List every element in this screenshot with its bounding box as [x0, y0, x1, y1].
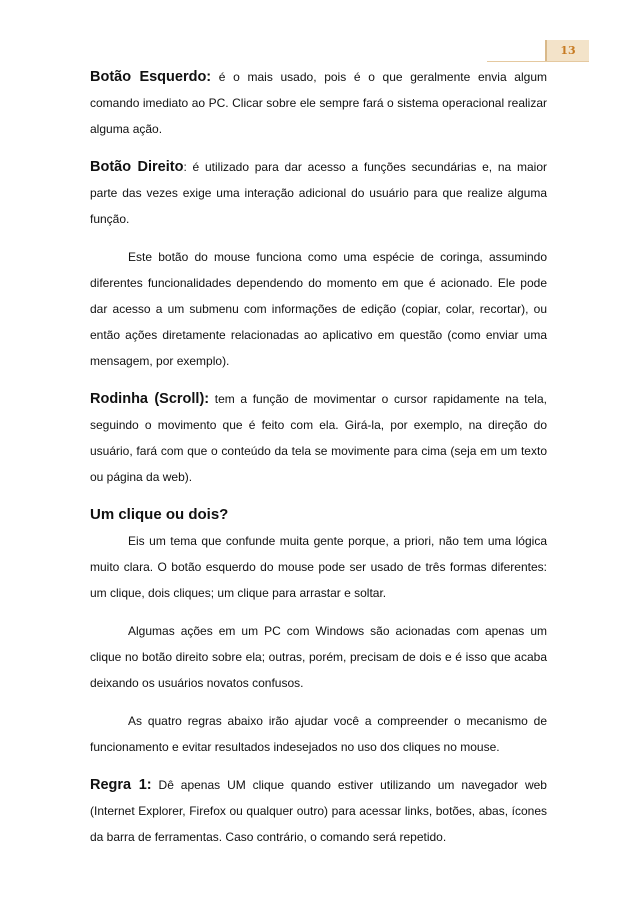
paragraph-regra-1: [90, 772, 547, 850]
paragraph-rodinha: [90, 386, 547, 490]
paragraph-botao-direito: [90, 154, 547, 232]
text-regra-1: Dê apenas UM clique quando estiver utilizando um navegador web (Internet Explorer, Firefox ou qualquer outro) para acessar links, botões, abas, ícones da barra de ferramentas. Caso contrário, o comando será repetido.: [90, 778, 547, 844]
paragraph-clique-3: As quatro regras abaixo irão ajudar você a compreender o mecanismo de funcionamento e evitar resultados indesejados no uso dos cliques no mouse.: [90, 714, 547, 754]
term-regra-1: Regra 1:: [90, 777, 152, 793]
term-botao-esquerdo: Botão Esquerdo:: [90, 69, 212, 85]
text-rodinha: tem a função de movimentar o cursor rapidamente na tela, seguindo o movimento que é feito com ela. Girá-la, por exemplo, na direção do usuário, fará com que o conteúdo da tela se movimente para cima (seja em um texto ou página da web).: [90, 392, 547, 484]
paragraph-clique-1: Eis um tema que confunde muita gente porque, a priori, não tem uma lógica muito clara. O botão esquerdo do mouse pode ser usado de três formas diferentes: um clique, dois cliques; um clique para arrastar e soltar.: [90, 534, 547, 600]
page-content: [90, 64, 547, 862]
section-heading-clique: Um clique ou dois?: [90, 506, 229, 523]
page-number: 13: [560, 44, 576, 57]
term-rodinha: Rodinha (Scroll):: [90, 391, 210, 407]
paragraph-coringa: Este botão do mouse funciona como uma espécie de coringa, assumindo diferentes funcionalidades dependendo do momento em que é acionado. Ele pode dar acesso a um submenu com informações de edição (copiar, colar, recortar), ou então ações diretamente relacionadas ao aplicativo em questão (como enviar uma mensagem, por exemplo).: [90, 250, 547, 368]
text-botao-direito: : é utilizado para dar acesso a funções secundárias e, na maior parte das vezes exige uma interação adicional do usuário para que realize alguma função.: [90, 160, 547, 226]
paragraph-clique-2: Algumas ações em um PC com Windows são acionadas com apenas um clique no botão direito sobre ela; outras, porém, precisam de dois e é isso que acaba deixando os usuários novatos confusos.: [90, 624, 547, 690]
term-botao-direito: Botão Direito: [90, 159, 184, 175]
page-number-badge: [545, 40, 589, 62]
header-rule: [487, 61, 589, 62]
text-botao-esquerdo: é o mais usado, pois é o que geralmente envia algum comando imediato ao PC. Clicar sobre ele sempre fará o sistema operacional realizar alguma ação.: [90, 70, 547, 136]
paragraph-botao-esquerdo: [90, 64, 547, 142]
